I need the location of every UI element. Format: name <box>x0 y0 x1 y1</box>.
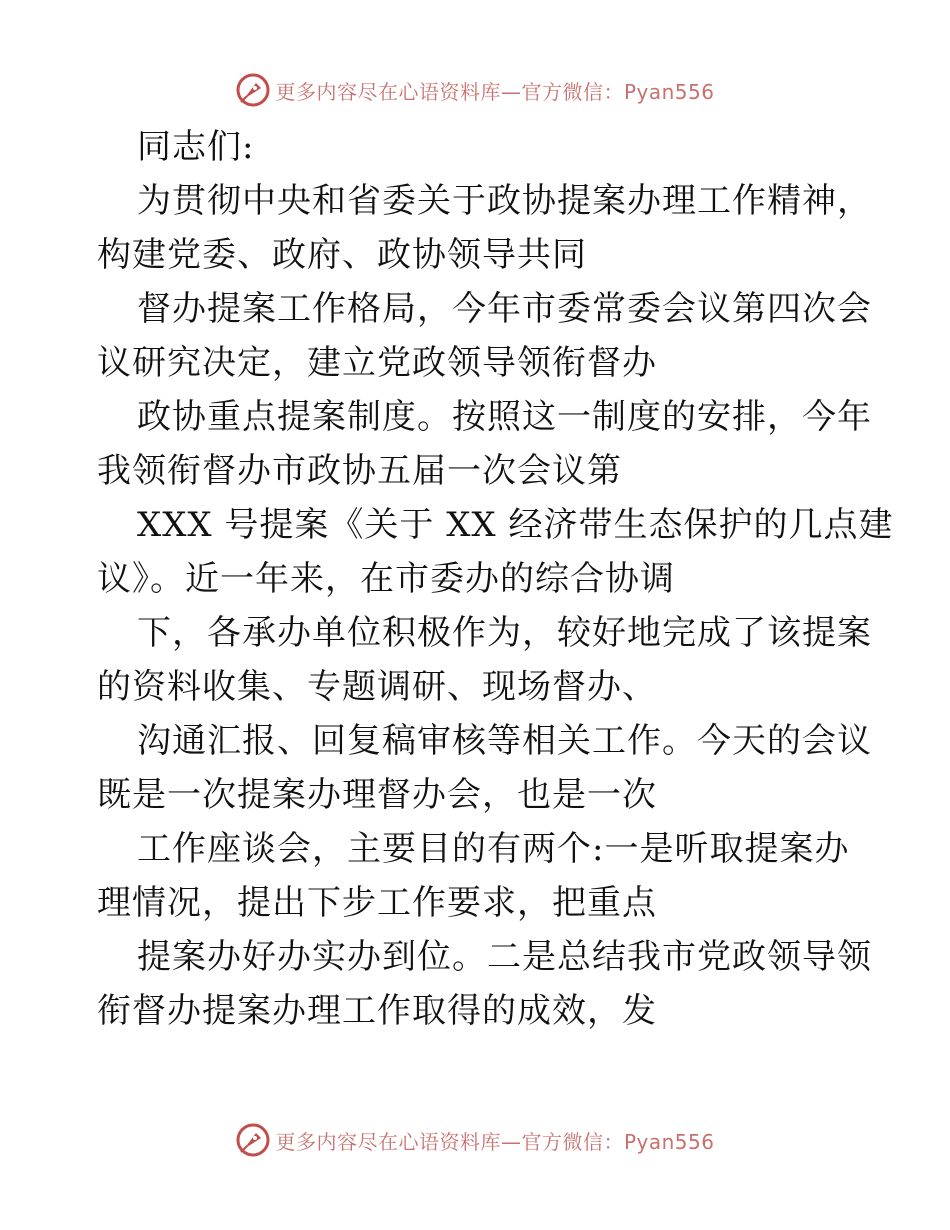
body-line: 衔督办提案办理工作取得的成效，发 <box>97 991 657 1031</box>
body-line: 议》。近一年来，在市委办的综合协调 <box>97 559 675 599</box>
footer-watermark-banner <box>0 1120 950 1160</box>
document-body <box>97 120 894 1038</box>
pen-nib-logo-icon <box>235 72 271 108</box>
body-line: 为贯彻中央和省委关于政协提案办理工作精神， <box>137 181 872 221</box>
pen-nib-logo-icon <box>235 1122 271 1158</box>
body-line: 督办提案工作格局，今年市委常委会议第四次会 <box>137 289 872 329</box>
header-watermark-banner <box>0 70 950 110</box>
footer-watermark-text: 更多内容尽在心语资料库—官方微信：Pyan556 <box>275 1129 715 1154</box>
body-line: 工作座谈会，主要目的有两个:一是听取提案办 <box>137 829 850 869</box>
header-watermark-text: 更多内容尽在心语资料库—官方微信：Pyan556 <box>275 79 715 104</box>
body-line: XXX 号提案《关于 XX 经济带生态保护的几点建 <box>137 505 894 545</box>
body-line: 同志们: <box>137 127 255 167</box>
body-line: 政协重点提案制度。按照这一制度的安排，今年 <box>137 397 872 437</box>
body-line: 理情况，提出下步工作要求，把重点 <box>97 883 657 923</box>
body-line: 既是一次提案办理督办会，也是一次 <box>97 775 657 815</box>
body-line: 沟通汇报、回复稿审核等相关工作。今天的会议 <box>137 721 872 761</box>
body-line: 构建党委、政府、政协领导共同 <box>97 235 587 275</box>
body-line: 我领衔督办市政协五届一次会议第 <box>97 451 622 491</box>
body-line: 议研究决定，建立党政领导领衔督办 <box>97 343 657 383</box>
body-line: 的资料收集、专题调研、现场督办、 <box>97 667 657 707</box>
body-line: 提案办好办实办到位。二是总结我市党政领导领 <box>137 937 872 977</box>
body-line: 下，各承办单位积极作为，较好地完成了该提案 <box>137 613 872 653</box>
